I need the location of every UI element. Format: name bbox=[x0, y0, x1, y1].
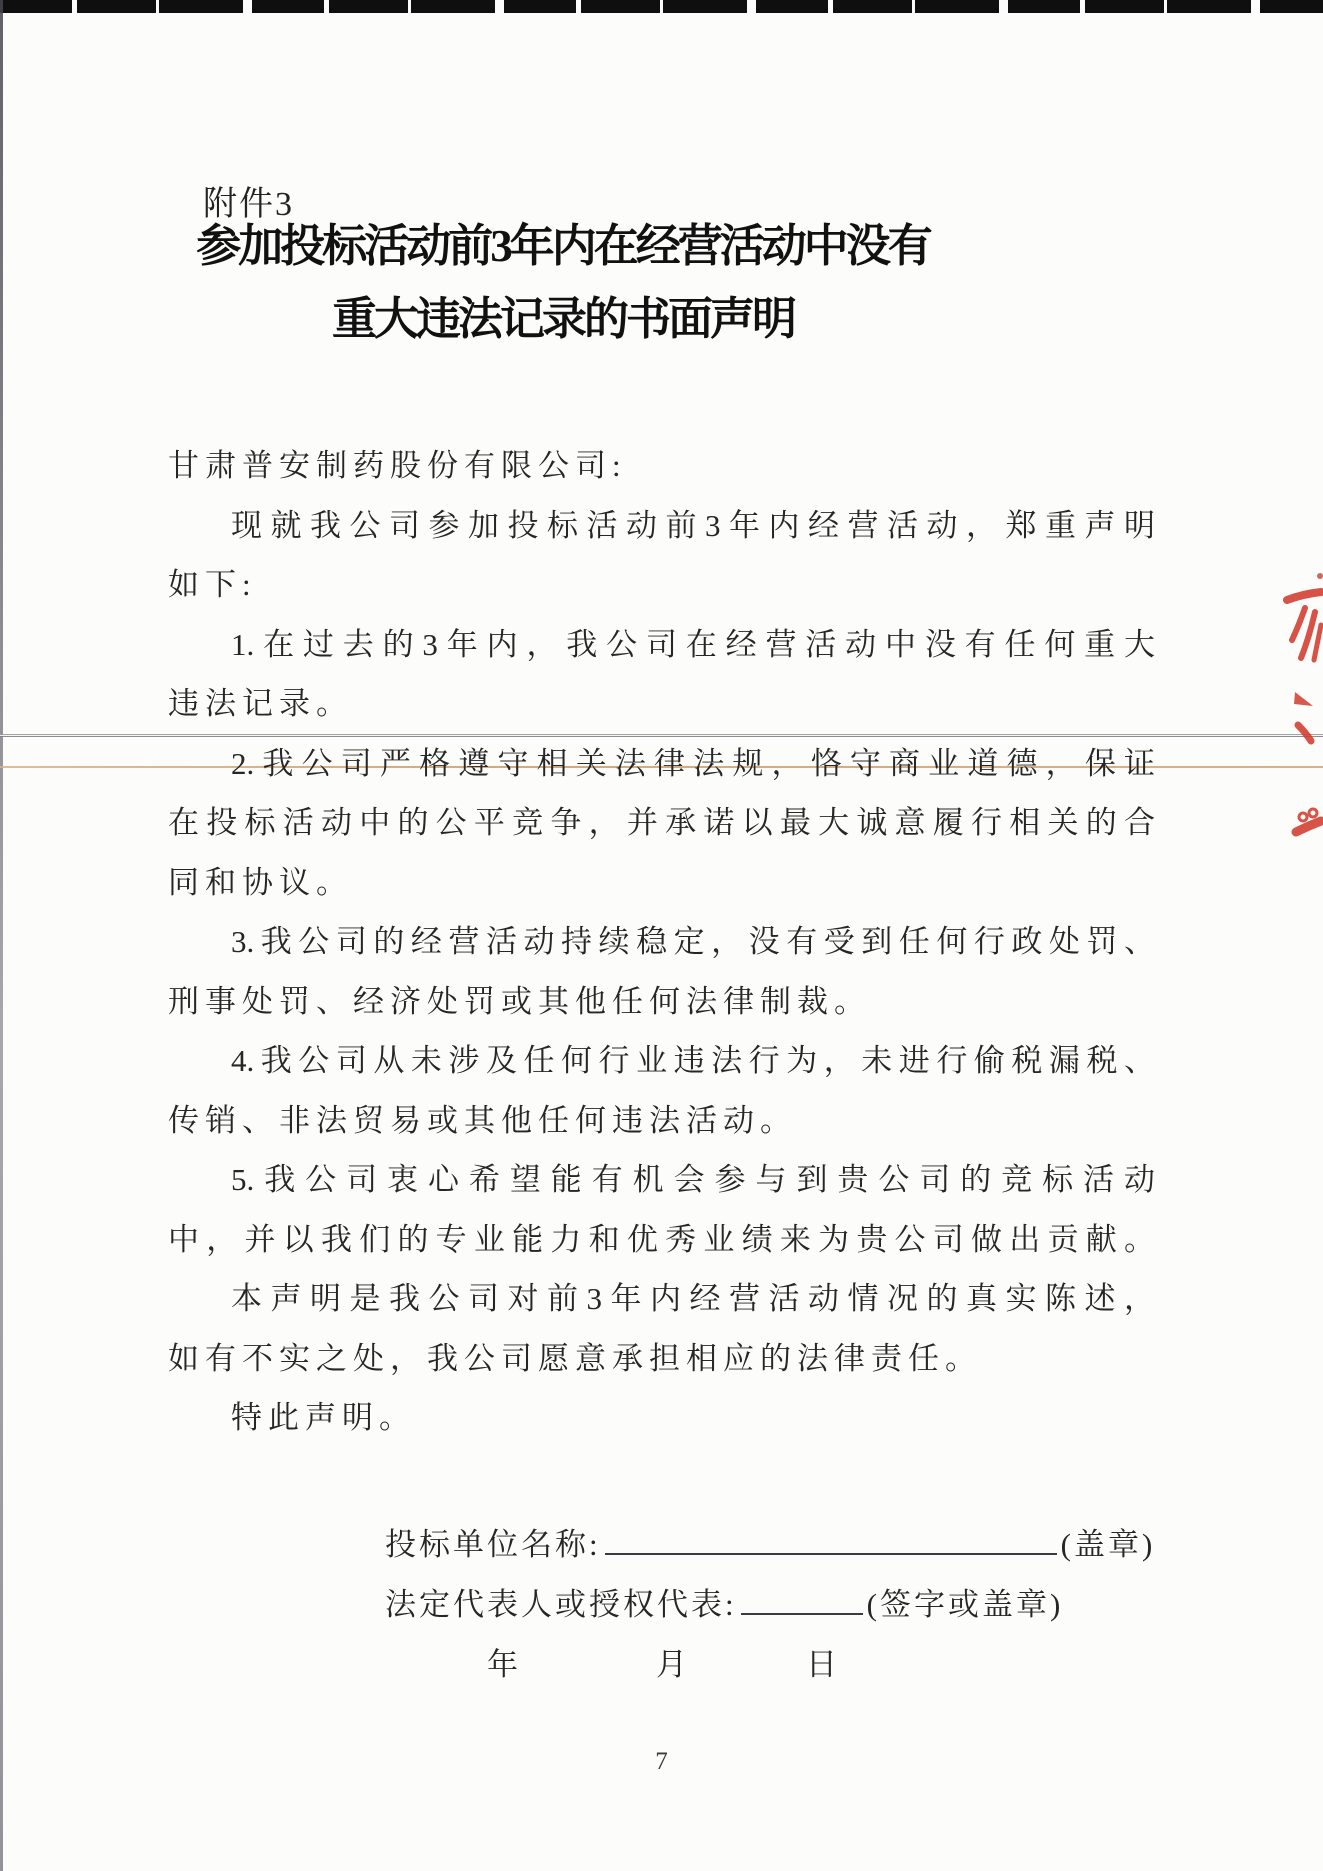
body-line-item2: 2.我公司严格遵守相关法律法规，恪守商业道德，保证 bbox=[231, 745, 1155, 781]
bidder-name-blank bbox=[605, 1522, 1057, 1555]
body-line-item5: 5.我公司衷心希望能有机会参与到贵公司的竞标活动 bbox=[231, 1162, 1155, 1197]
body-line-item1: 1.在过去的3年内，我公司在经营活动中没有任何重大 bbox=[231, 626, 1155, 662]
body-line: 同和协议。 bbox=[168, 864, 353, 900]
body-line: 传销、非法贸易或其他任何违法活动。 bbox=[168, 1102, 797, 1138]
date-day-label: 日 bbox=[806, 1647, 837, 1682]
representative-seal-note: (签字或盖章) bbox=[866, 1587, 1064, 1622]
attachment-label: 附件3 bbox=[203, 186, 294, 223]
scan-left-edge-artifact bbox=[0, 0, 3, 1871]
declaration-body bbox=[168, 436, 1155, 1448]
body-line-item3: 3.我公司的经营活动持续稳定，没有受到任何行政处罚、 bbox=[231, 924, 1155, 959]
body-line: 中，并以我们的专业能力和优秀业绩来为贵公司做出贡献。 bbox=[168, 1221, 1155, 1257]
page-number: 7 bbox=[655, 1748, 668, 1775]
date-month-label: 月 bbox=[656, 1647, 687, 1682]
red-pen-marks-icon bbox=[1245, 570, 1323, 865]
date-year-label: 年 bbox=[487, 1647, 518, 1682]
body-line: 现就我公司参加投标活动前3年内经营活动，郑重声明 bbox=[231, 507, 1155, 543]
bidder-name-label: 投标单位名称: bbox=[385, 1527, 601, 1562]
body-line-item4: 4.我公司从未涉及任何行业违法行为，未进行偷税漏税、 bbox=[231, 1043, 1155, 1078]
representative-label: 法定代表人或授权代表: bbox=[385, 1587, 737, 1622]
document-title-line1: 参加投标活动前3年内在经营活动中没有 bbox=[196, 221, 930, 271]
scan-top-edge-artifact bbox=[0, 0, 1323, 13]
body-line: 违法记录。 bbox=[168, 686, 353, 721]
signature-row-representative bbox=[385, 1579, 1063, 1624]
signature-row-bidder bbox=[385, 1519, 1155, 1564]
body-line: 如下: bbox=[168, 567, 257, 602]
representative-blank bbox=[741, 1582, 863, 1615]
document-title-line2: 重大违法记录的书面声明 bbox=[331, 294, 794, 344]
body-line: 如有不实之处，我公司愿意承担相应的法律责任。 bbox=[168, 1340, 982, 1376]
bidder-seal-note: (盖章) bbox=[1060, 1527, 1156, 1562]
body-line: 在投标活动中的公平竞争，并承诺以最大诚意履行相关的合 bbox=[168, 805, 1155, 840]
document-title bbox=[60, 210, 1066, 356]
body-line: 刑事处罚、经济处罚或其他任何法律制裁。 bbox=[168, 983, 871, 1019]
body-line-closing: 特此声明。 bbox=[231, 1400, 416, 1435]
body-line: 本声明是我公司对前3年内经营活动情况的真实陈述， bbox=[231, 1281, 1155, 1316]
body-line-addressee: 甘肃普安制药股份有限公司: bbox=[168, 448, 627, 483]
